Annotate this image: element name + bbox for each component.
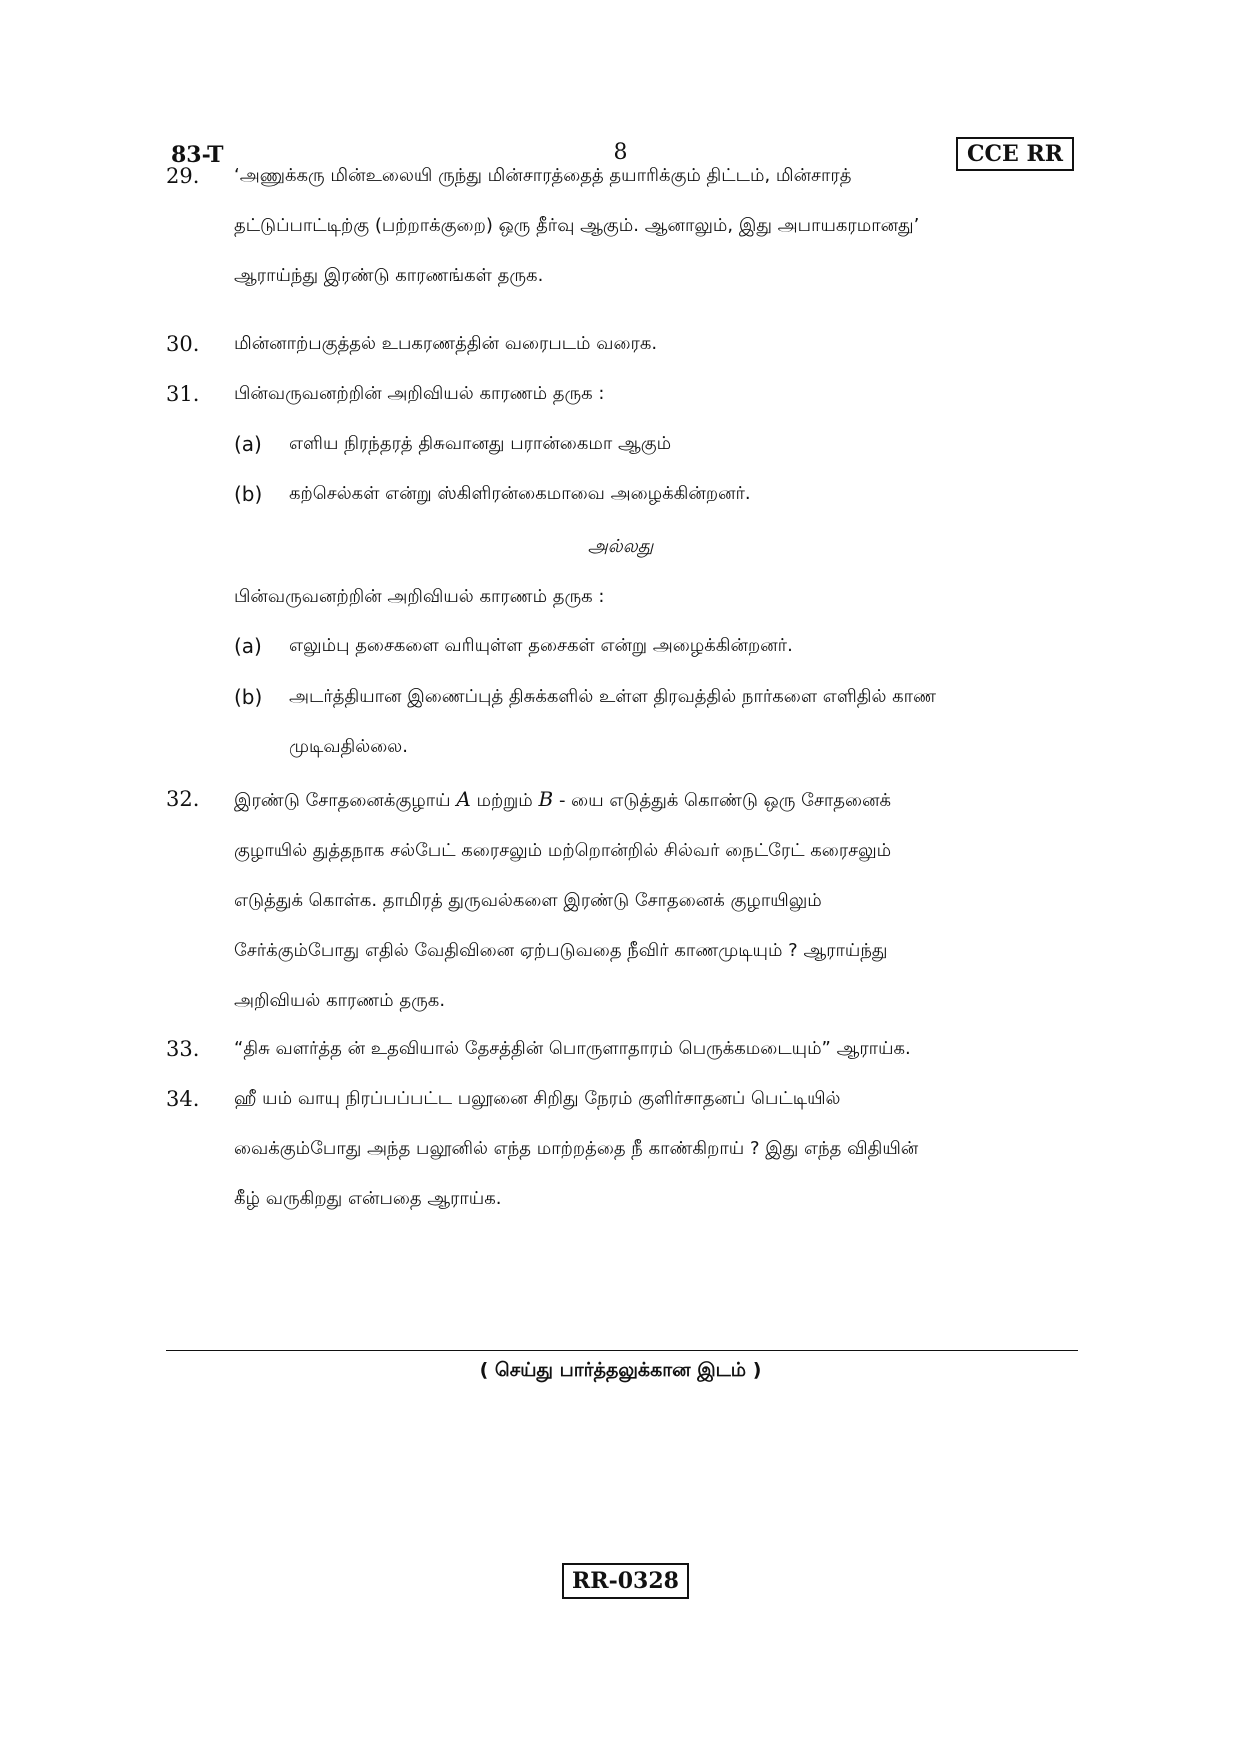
- question-number: 30.: [166, 332, 200, 356]
- question-line: குழாயில் துத்தநாக சல்பேட் கரைசலும் மற்றொன்றில் சில்வர் நைட்ரேட் கரைசலும்: [234, 840, 892, 861]
- question-prompt: பின்வருவனற்றின் அறிவியல் காரணம் தருக :: [234, 383, 605, 404]
- question-number: 29.: [166, 164, 200, 188]
- question-line: தட்டுப்பாட்டிற்கு (பற்றாக்குறை) ஒரு தீர்வு ஆகும். ஆனாலும், இது அபாயகரமானது’: [234, 215, 920, 236]
- question-number: 34.: [166, 1087, 200, 1111]
- alt-sub-question-a: [234, 621, 1076, 671]
- sub-text: எளிய நிரந்தரத் திசுவானது பரான்கைமா ஆகும்: [289, 433, 672, 454]
- rough-work-divider: [166, 1350, 1078, 1351]
- text-segment: இரண்டு சோதனைக்குழாய்: [234, 790, 451, 811]
- sub-label: (a): [234, 634, 262, 658]
- question-text: [234, 1074, 1076, 1224]
- question-text: மின்னாற்பகுத்தல் உபகரணத்தின் வரைபடம் வரைக.: [234, 333, 658, 354]
- question-line: [234, 774, 1076, 826]
- question-line: அறிவியல் காரணம் தருக.: [234, 990, 446, 1011]
- question-line: ‘அணுக்கரு மின்உலையி ருந்து மின்சாரத்தைத் தயாரிக்கும் திட்டம், மின்சாரத்: [234, 165, 852, 186]
- question-line: கீழ் வருகிறது என்பதை ஆராய்க.: [234, 1188, 502, 1209]
- question-line: சேர்க்கும்போது எதில் வேதிவினை ஏற்படுவதை நீவிர் காணமுடியும் ? ஆராய்ந்து: [234, 940, 888, 961]
- question-31: [166, 369, 1076, 419]
- sub-label: (b): [234, 685, 263, 709]
- sub-line: முடிவதில்லை.: [289, 736, 408, 757]
- question-line: ஹீ யம் வாயு நிரப்பப்பட்ட பலூனை சிறிது நேரம் குளிர்சாதனப் பெட்டியில்: [234, 1088, 841, 1109]
- question-34: [166, 1074, 1076, 1224]
- sub-question-b: [234, 469, 1076, 519]
- sub-text: [289, 672, 1076, 772]
- sub-question-a: [234, 419, 1076, 469]
- sub-label: (b): [234, 482, 263, 506]
- question-line: ஆராய்ந்து இரண்டு காரணங்கள் தருக.: [234, 265, 544, 286]
- question-text: [234, 774, 1076, 1026]
- question-number: 31.: [166, 382, 200, 406]
- rough-work-label: ( செய்து பார்த்தலுக்கான இடம் ): [479, 1359, 762, 1381]
- variable-b: B: [538, 787, 554, 811]
- question-29: [166, 151, 1076, 301]
- question-32: [166, 774, 1076, 1026]
- question-number: 33.: [166, 1037, 200, 1061]
- paper-code: 83-T: [171, 142, 224, 168]
- question-number: 32.: [166, 787, 200, 811]
- text-segment: - யை எடுத்துக் கொண்டு ஒரு சோதனைக்: [558, 790, 892, 811]
- variable-a: A: [456, 787, 471, 811]
- question-33: [166, 1024, 1076, 1074]
- sub-label: (a): [234, 432, 262, 456]
- question-line: எடுத்துக் கொள்க. தாமிரத் துருவல்களை இரண்டு சோதனைக் குழாயிலும்: [234, 890, 822, 911]
- series-code-box: CCE RR: [956, 137, 1074, 171]
- or-separator: அல்லது: [587, 536, 654, 557]
- alt-question-prompt: பின்வருவனற்றின் அறிவியல் காரணம் தருக :: [234, 586, 605, 607]
- question-30: [166, 319, 1076, 369]
- question-line: வைக்கும்போது அந்த பலூனில் எந்த மாற்றத்தை நீ காண்கிறாய் ? இது எந்த விதியின்: [234, 1138, 919, 1159]
- sub-text: எலும்பு தசைகளை வரியுள்ள தசைகள் என்று அழைக்கின்றனர்.: [289, 635, 793, 656]
- sub-text: கற்செல்கள் என்று ஸ்கிளிரன்கைமாவை அழைக்கின்றனர்.: [289, 483, 751, 504]
- footer-code-box: RR-0328: [562, 1563, 689, 1599]
- question-text: “திசு வளர்த்த ன் உதவியால் தேசத்தின் பொருளாதாரம் பெருக்கமடையும்” ஆராய்க.: [234, 1038, 911, 1059]
- alt-sub-question-b: [234, 672, 1076, 772]
- text-segment: மற்றும்: [476, 790, 533, 811]
- page-number: 8: [613, 140, 628, 165]
- sub-line: அடர்த்தியான இணைப்புத் திசுக்களில் உள்ள திரவத்தில் நார்களை எளிதில் காண: [289, 686, 936, 707]
- question-text: [234, 151, 1076, 301]
